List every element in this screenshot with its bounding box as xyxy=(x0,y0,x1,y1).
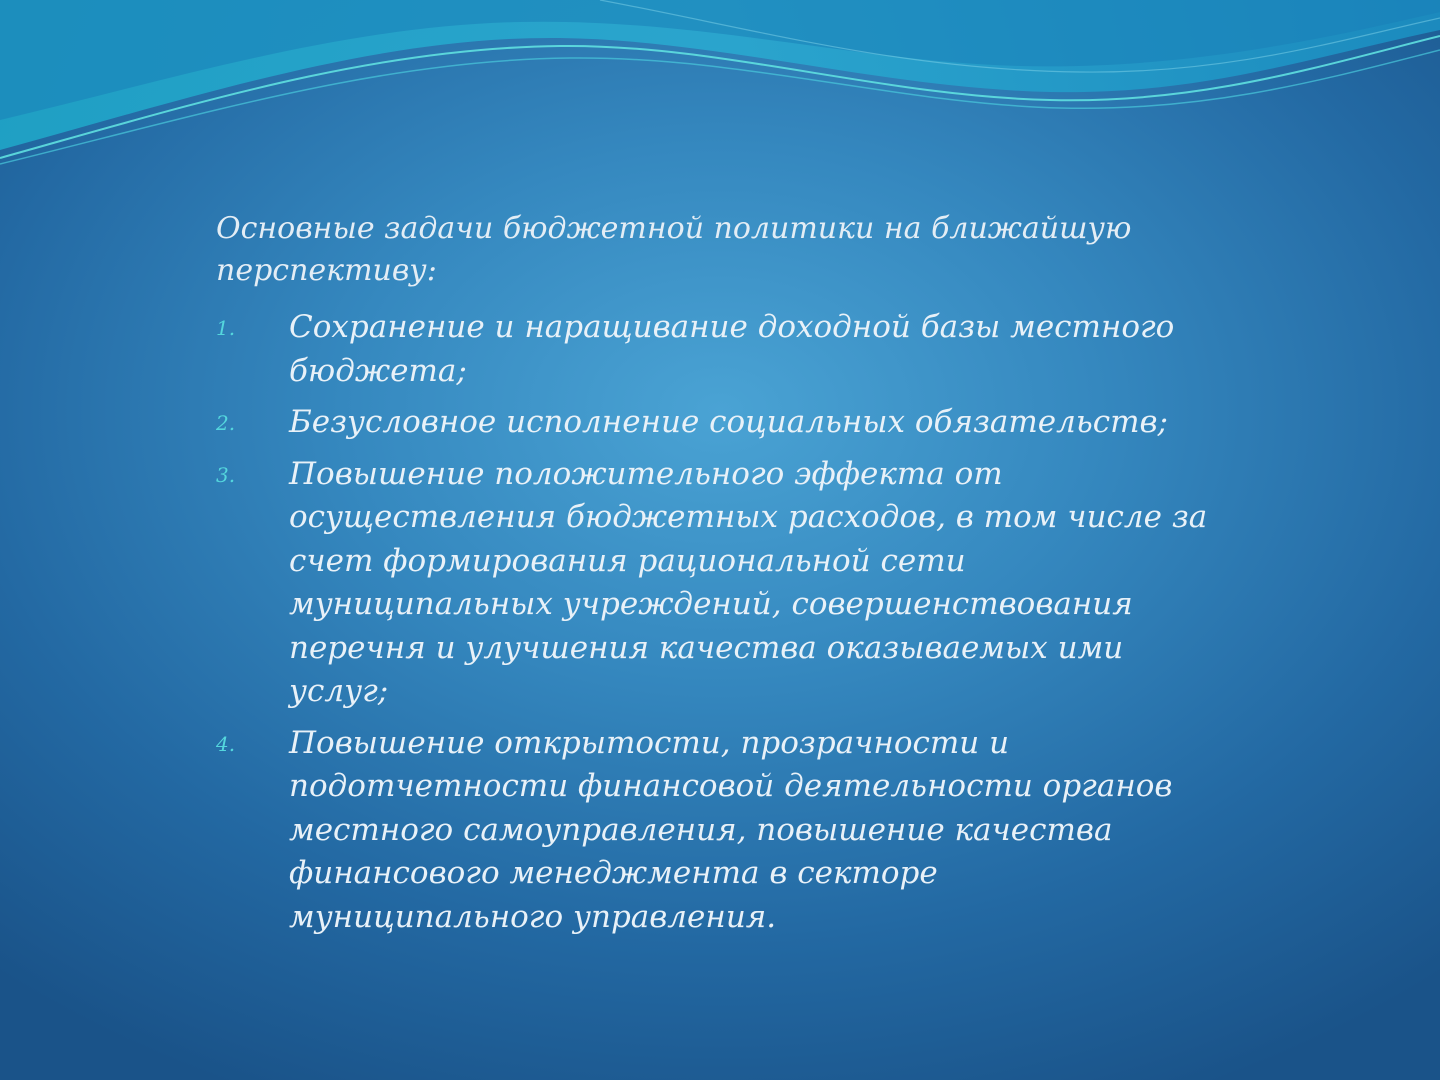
list-number: 3. xyxy=(216,462,236,487)
intro-text: Основные задачи бюджетной политики на ближайшую перспективу: xyxy=(216,211,1132,288)
list-number: 1. xyxy=(216,316,236,340)
list-item xyxy=(216,306,1216,393)
task-list xyxy=(216,306,1216,939)
list-item-text: Повышение открытости, прозрачности и подотчетности финансовой деятельности органов местного самоуправления, повышение качества финансового менеджмента в секторе муниципального управления. xyxy=(289,724,1173,935)
list-number: 4. xyxy=(216,731,236,756)
list-item xyxy=(216,722,1216,940)
list-item xyxy=(216,401,1216,445)
slide-content xyxy=(216,208,1216,947)
list-item xyxy=(216,453,1216,714)
list-item-text: Сохранение и наращивание доходной базы местного бюджета; xyxy=(289,309,1175,389)
list-item-text: Повышение положительного эффекта от осуществления бюджетных расходов, в том числе за счет формирования рациональной сети муниципальных учреждений, совершенствования перечня и улучшения качества оказываемых ими услуг; xyxy=(289,455,1208,709)
list-number: 2. xyxy=(216,411,236,435)
list-item-text: Безусловное исполнение социальных обязательств; xyxy=(289,404,1168,440)
wave-decoration xyxy=(0,0,1440,170)
